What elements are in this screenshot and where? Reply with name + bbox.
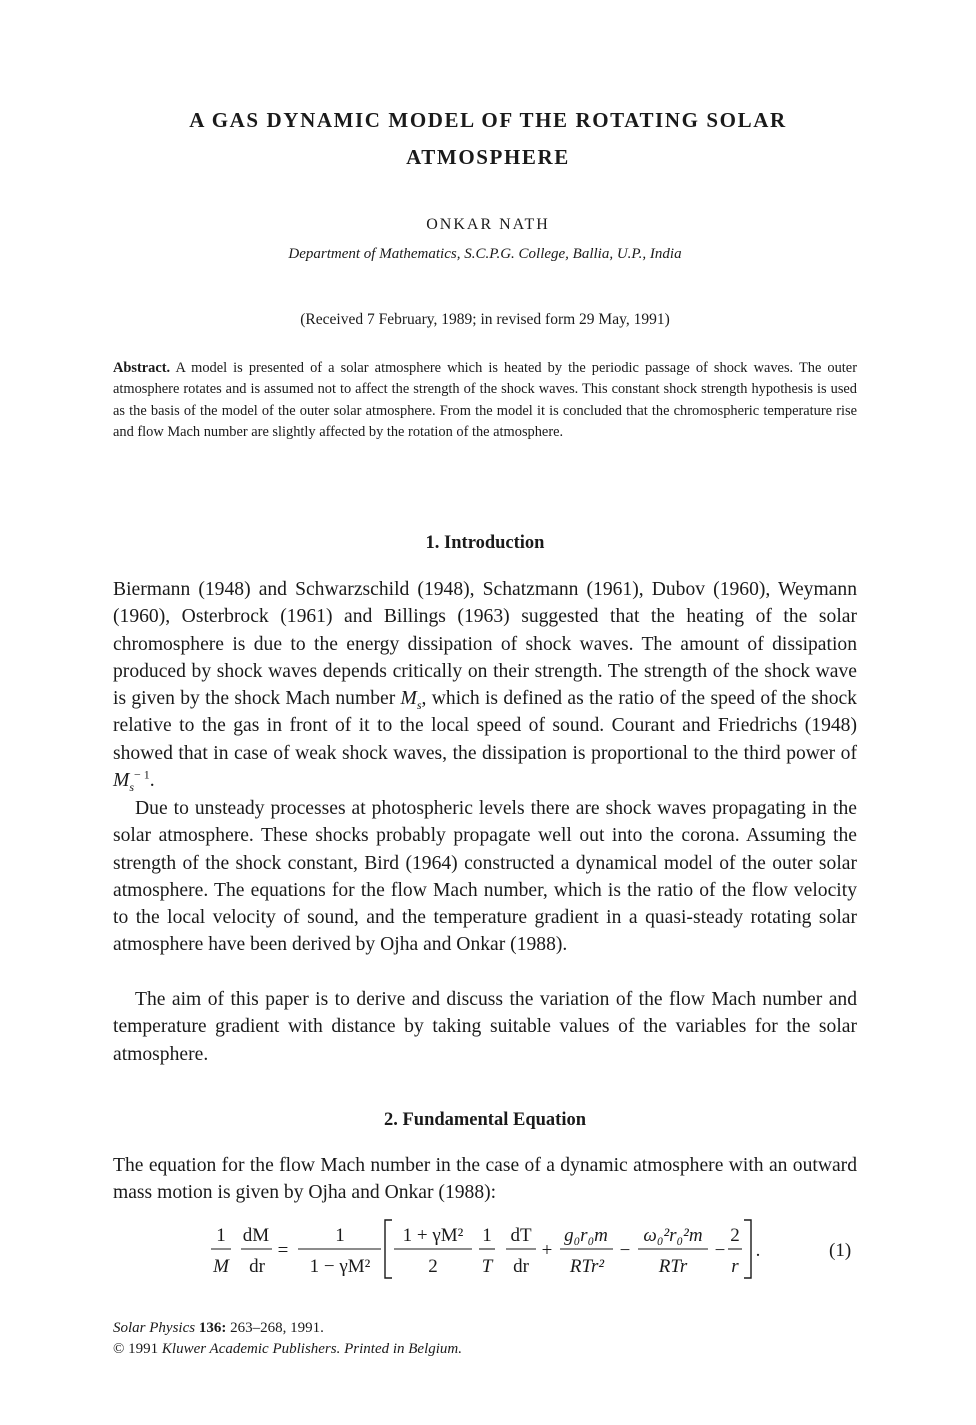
mach-subscript: s — [416, 698, 422, 713]
mach-subscript-2: s — [129, 779, 134, 794]
copyright-year: © 1991 — [113, 1341, 159, 1357]
paper-title-line-2: ATMOSPHERE — [406, 145, 570, 169]
eq-den-r: r — [731, 1256, 739, 1277]
equation-intro-paragraph: The equation for the flow Mach number in the case of a dynamic atmosphere with an outward mass motion is given by Ojha and Onkar (1988): — [113, 1155, 857, 1204]
eq-num-w2r2m: ω₀²r₀²m — [643, 1225, 703, 1246]
section-heading-fundamental-equation: 2. Fundamental Equation — [383, 1110, 586, 1130]
mach-symbol-2: M — [113, 770, 130, 792]
eq-den-dr: dr — [249, 1256, 265, 1277]
author-affiliation: Department of Mathematics, S.C.P.G. College, Ballia, U.P., India — [288, 246, 682, 262]
intro-p1-text-c: . — [149, 770, 155, 792]
author-name: ONKAR NATH — [426, 216, 550, 233]
intro-paragraph-2: Due to unsteady processes at photospheric levels there are shock waves propagating in the solar atmosphere. These shocks probably propagate well out into the corona. Assuming the strength of the shock constant, Bird (1964) constructed a dynamical model of the outer solar atmosphere. The equations for the flow Mach number, which is the ratio of the flow velocity to the local velocity of sound, and the temperature gradient in a quasi-steady rotating solar atmosphere have been derived by Ojha and Onkar (1988). — [113, 798, 857, 956]
eq-period: . — [755, 1240, 761, 1261]
eq-minus-2: − — [714, 1240, 726, 1261]
mach-symbol: M — [400, 688, 417, 710]
journal-footer — [113, 1318, 813, 1360]
publisher-line: Kluwer Academic Publishers. Printed in Belgium. — [161, 1341, 463, 1357]
eq-den-rtr2: RTr² — [569, 1256, 605, 1277]
intro-paragraph-1 — [113, 576, 857, 794]
eq-den-T: T — [481, 1256, 493, 1277]
abstract-label: Abstract. — [113, 360, 171, 376]
eq-equals: = — [277, 1240, 289, 1261]
journal-volume: 136: — [198, 1320, 227, 1336]
eq-num-dM: dM — [242, 1225, 270, 1246]
copyright-line — [113, 1339, 813, 1360]
journal-pages: 263–268, 1991. — [230, 1320, 324, 1336]
eq-minus-1: − — [619, 1240, 631, 1261]
eq-num-2b: 2 — [730, 1225, 740, 1246]
eq-num-1b: 1 — [335, 1225, 345, 1246]
intro-paragraph-3: The aim of this paper is to derive and discuss the variation of the flow Mach number and temperature gradient with distance by taking suitable values of the variables for the solar atmosphere. — [113, 989, 857, 1065]
mach-exponent: − 1 — [134, 767, 150, 782]
journal-name: Solar Physics — [113, 1320, 196, 1336]
eq-right-bracket — [744, 1220, 751, 1278]
received-dates: (Received 7 February, 1989; in revised form 29 May, 1991) — [300, 311, 670, 328]
eq-num-1-plus-gm2: 1 + γM² — [402, 1225, 464, 1246]
eq-den-rtr: RTr — [658, 1256, 688, 1277]
intro-p1-text-a: Biermann (1948) and Schwarzschild (1948), Schatzmann (1961), Dubov (1960), Weymann (1960), Osterbrock (1961) and Billings (1963) suggested that the heating of the solar chromosphere is due to the energy dissipation of shock waves. The amount of dissipation produced by shock waves depends critically on their strength. The strength of the shock wave is given by the shock Mach number — [113, 579, 857, 710]
abstract — [113, 358, 857, 443]
equation-number: (1) — [829, 1240, 852, 1261]
eq-den-M: M — [213, 1256, 229, 1277]
eq-den-1-minus-gm2: 1 − γM² — [309, 1256, 371, 1277]
abstract-text: A model is presented of a solar atmosphere which is heated by the periodic passage of shock waves. The outer atmosphere rotates and is assumed not to affect the strength of the shock waves. This constant shock strength hypothesis is used as the basis of the model of the outer solar atmosphere. From the model it is concluded that the chromospheric temperature rise and flow Mach number are slightly affected by the rotation of the atmosphere. — [113, 360, 857, 440]
paper-title-line-1: A GAS DYNAMIC MODEL OF THE ROTATING SOLAR — [189, 108, 787, 132]
eq-den-dr-2: dr — [513, 1256, 529, 1277]
eq-num-1a: 1 — [216, 1225, 226, 1246]
eq-den-2a: 2 — [428, 1256, 438, 1277]
citation-line — [113, 1318, 813, 1339]
eq-num-g0r0m: g₀r₀m — [564, 1225, 608, 1246]
eq-num-dT: dT — [510, 1225, 532, 1246]
intro-p1-text-b: , which is defined as the ratio of the speed of the shock relative to the gas in front of it to the local speed of sound. Courant and Friedrichs (1948) showed that in case of weak shock waves, the dissipation is proportional to the third power of — [113, 688, 857, 764]
eq-plus: + — [541, 1240, 553, 1261]
eq-num-1c: 1 — [482, 1225, 492, 1246]
eq-left-bracket — [385, 1220, 392, 1278]
section-heading-introduction: 1. Introduction — [425, 533, 545, 553]
